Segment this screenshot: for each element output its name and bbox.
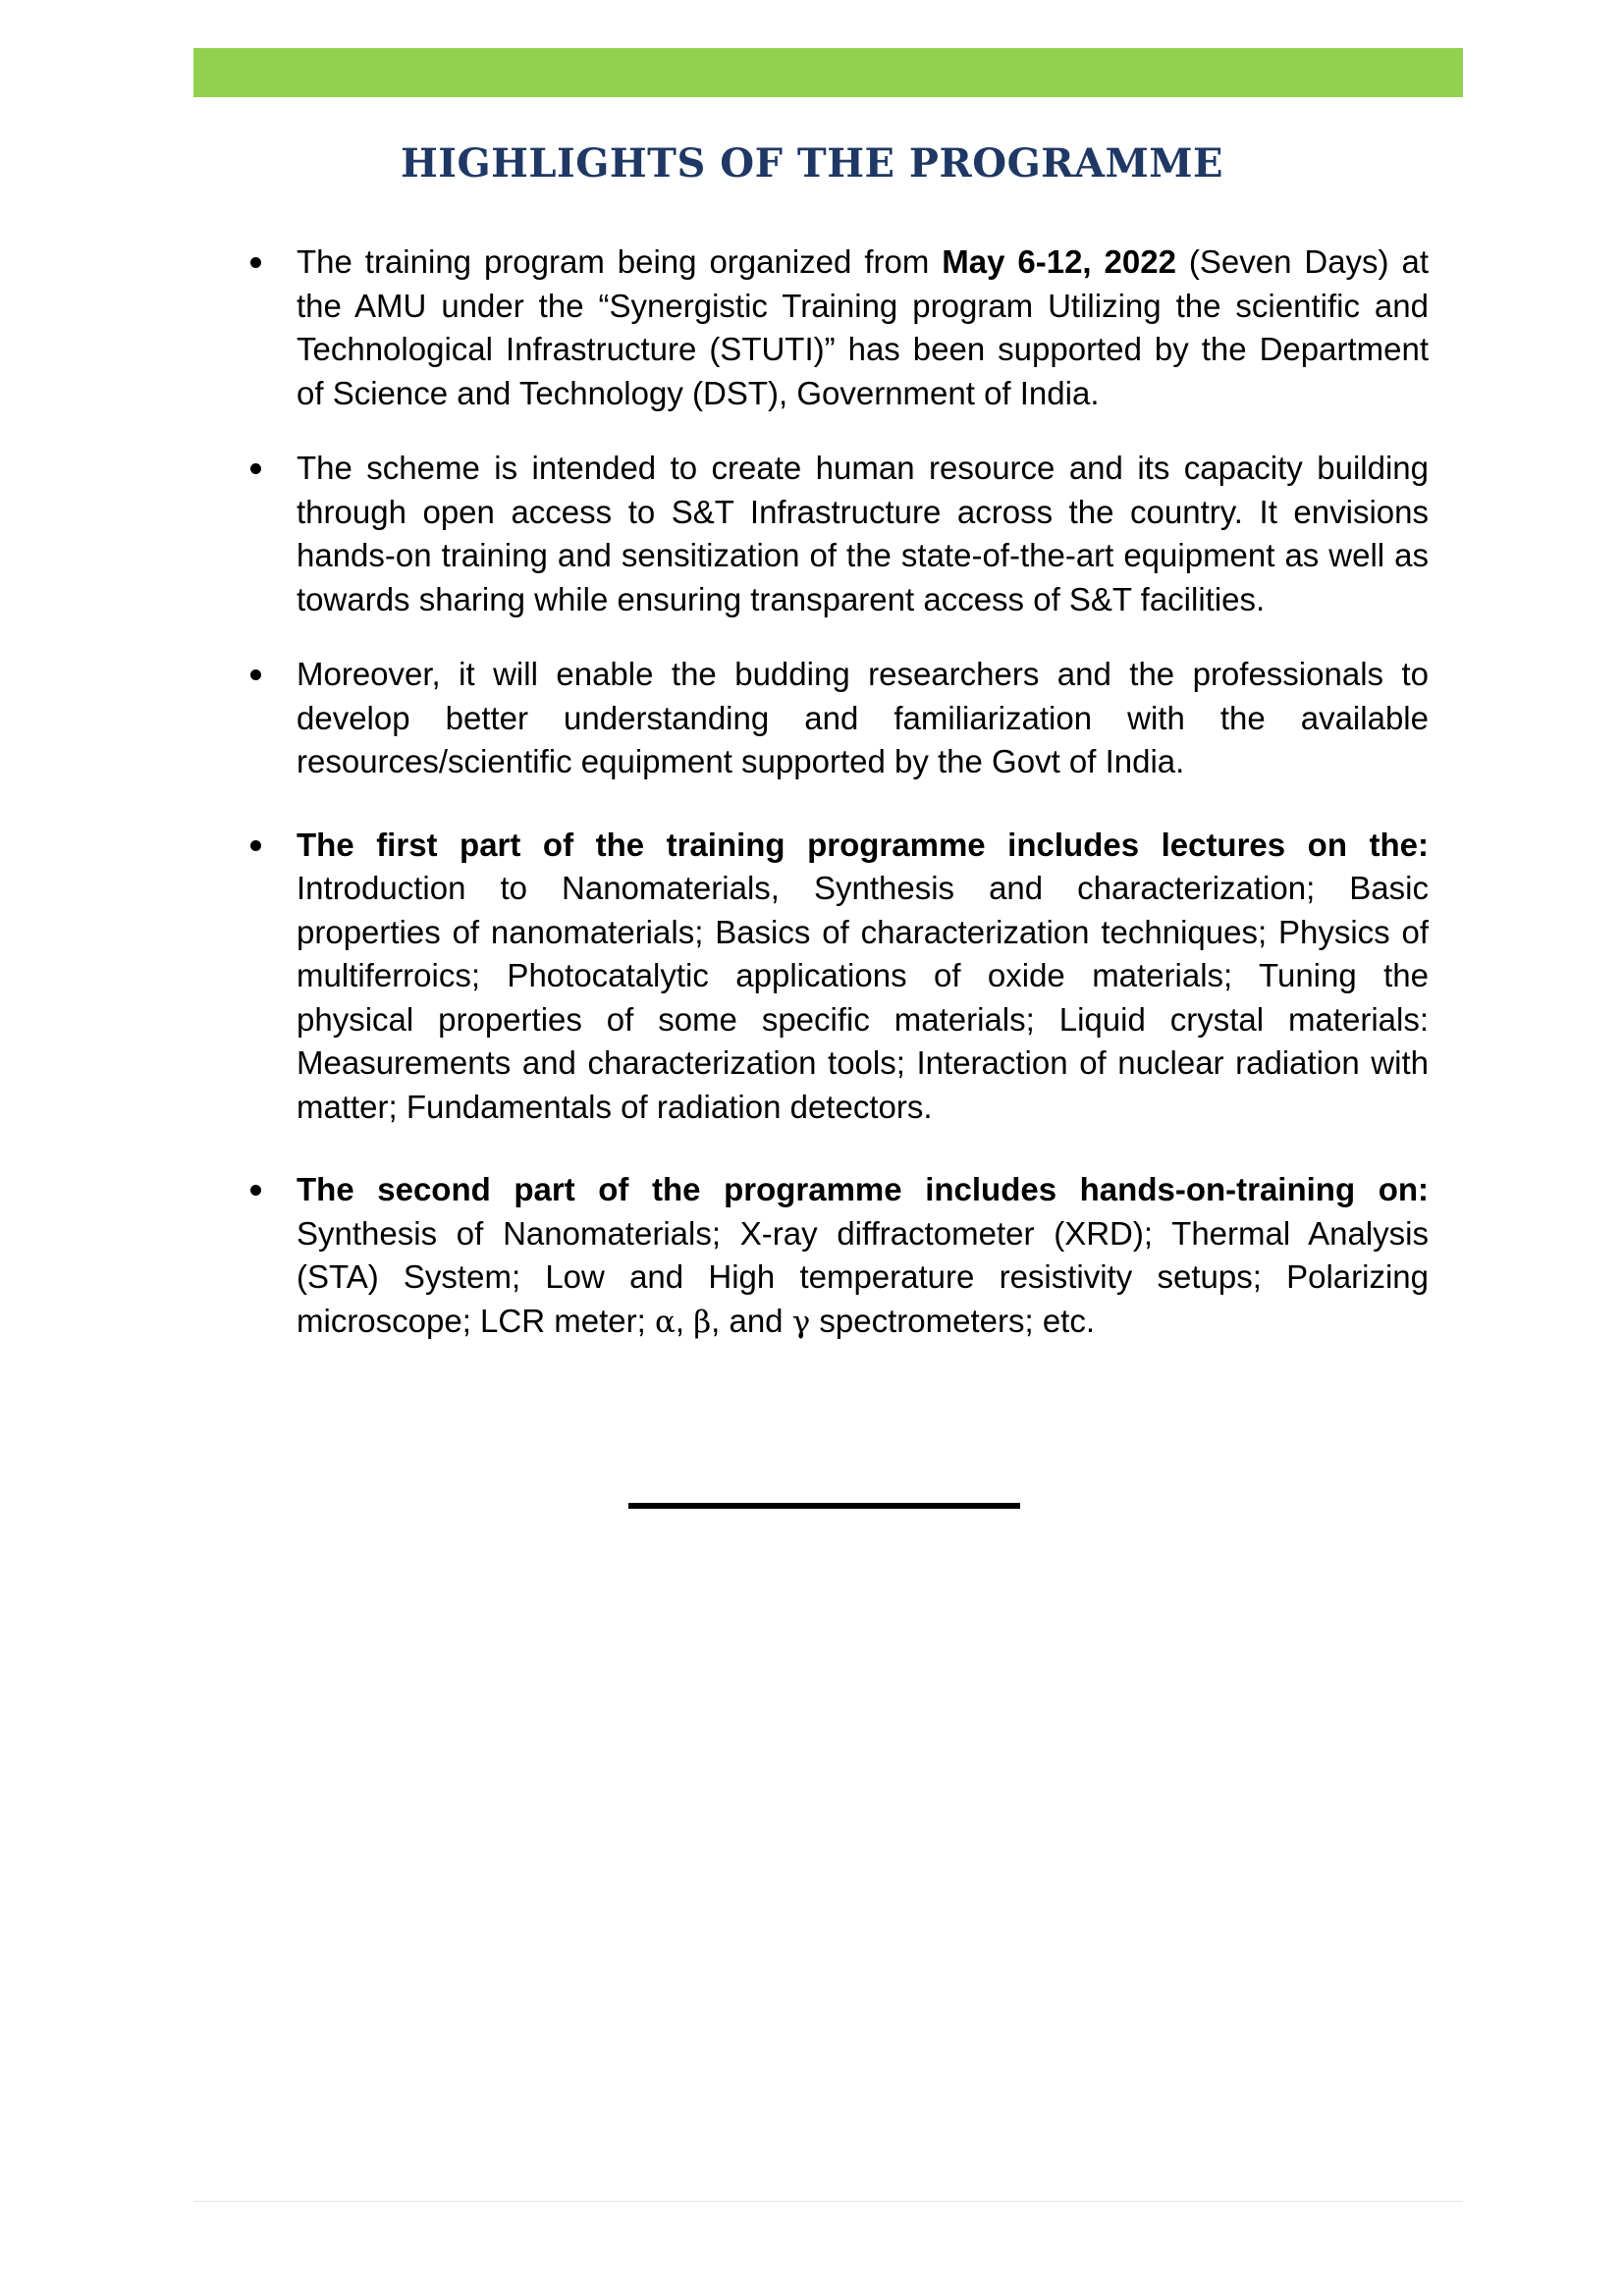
bullet-text: The scheme is intended to create human resource and its capacity building through open access to S&T Infrastructure across the country. It envisions hands-on training and sensitization of the state-of-the-art equipment as well as towards sharing while ensuring transparent access of S&T facilities. bbox=[297, 450, 1429, 617]
event-dates: May 6-12, 2022 bbox=[942, 243, 1176, 280]
separator: , and bbox=[711, 1302, 792, 1339]
bullet-lead: The second part of the programme includes hands-on-training on: bbox=[297, 1171, 1429, 1207]
bullet-text: Moreover, it will enable the budding researchers and the professionals to develop better understanding and familiarization with the available resources/scientific equipment supported by the Govt of India. bbox=[297, 656, 1429, 779]
beta-symbol: β bbox=[693, 1304, 712, 1340]
bullet-text: Synthesis of Nanomaterials; X-ray diffractometer (XRD); Thermal Analysis (STA) System; Low and High temperature resistivity setups; Polarizing microscope; LCR meter; bbox=[297, 1214, 1429, 1339]
list-item bbox=[241, 653, 1429, 784]
page-title: HIGHLIGHTS OF THE PROGRAMME bbox=[400, 140, 1224, 187]
bullet-icon bbox=[250, 257, 261, 268]
bullet-icon bbox=[250, 463, 261, 474]
list-item bbox=[241, 1168, 1429, 1344]
bullet-text: Introduction to Nanomaterials, Synthesis and characterization; Basic properties of nanomaterials; Basics of characterization techniques; Physics of multiferroics; Photocatalytic applications of oxide materials; Tuning the physical properties of some specific materials; Liquid crystal materials: Measurements and characterization tools; Interaction of nuclear radiation with matter; Fundamentals of radiation detectors. bbox=[297, 870, 1429, 1125]
alpha-symbol: α bbox=[654, 1304, 676, 1340]
bullet-text: (Seven Days) at the AMU under the “Synergistic Training program Utilizing the scientific and Technological Infrastructure (STUTI)” has been supported by the Department of Science and Technology (DST), Government of India. bbox=[297, 243, 1429, 411]
list-item bbox=[241, 824, 1429, 1130]
header-color-band bbox=[193, 48, 1463, 97]
footer-divider bbox=[193, 2201, 1463, 2202]
bullet-icon bbox=[250, 669, 261, 680]
gamma-symbol: γ bbox=[791, 1304, 811, 1340]
highlights-list bbox=[241, 240, 1429, 1344]
separator: , bbox=[675, 1302, 694, 1339]
section-end-rule bbox=[628, 1503, 1020, 1509]
bullet-text: The training program being organized from bbox=[297, 243, 943, 280]
list-item bbox=[241, 447, 1429, 621]
bullet-lead: The first part of the training programme includes lectures on the: bbox=[297, 826, 1429, 863]
bullet-icon bbox=[250, 840, 261, 851]
bullet-text: spectrometers; etc. bbox=[810, 1302, 1096, 1339]
list-item bbox=[241, 240, 1429, 415]
bullet-icon bbox=[250, 1185, 261, 1196]
